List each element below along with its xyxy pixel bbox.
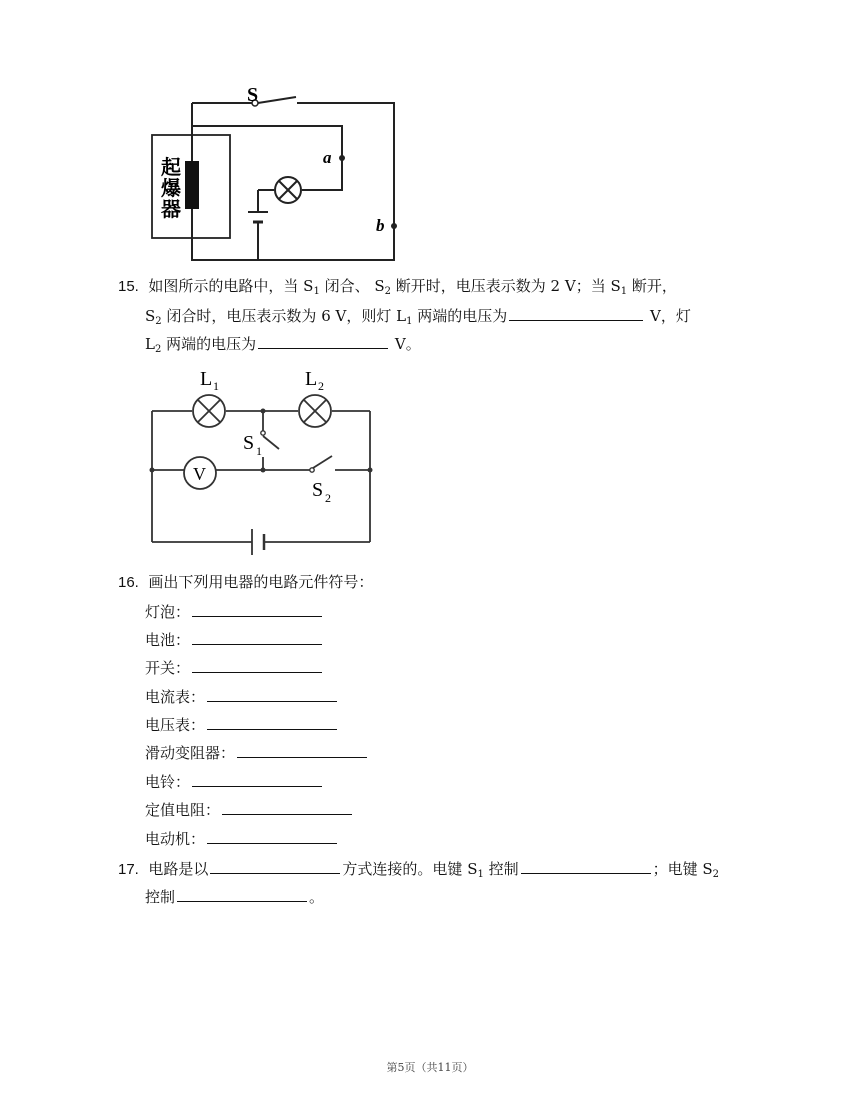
- device-char-2: 爆: [161, 176, 181, 200]
- point-b-label: b: [376, 216, 385, 235]
- q17-text: ；电键 S: [652, 860, 713, 878]
- answer-blank[interactable]: [192, 629, 322, 645]
- item-label: 电铃：: [145, 773, 191, 791]
- switch-s1-label: S: [243, 432, 255, 454]
- q17-number: 17.: [118, 861, 139, 878]
- q16-item-bell: [145, 771, 324, 792]
- switch-s1-subscript: 1: [256, 444, 262, 458]
- item-label: 电压表：: [145, 716, 206, 734]
- q16-item-switch: [145, 657, 324, 678]
- q17-line-2: [145, 886, 324, 907]
- subscript: 1: [620, 286, 628, 297]
- answer-blank-connection[interactable]: [210, 858, 340, 874]
- q16-intro: [118, 572, 373, 593]
- q16-item-bulb: [145, 601, 324, 622]
- q15-line-2: [145, 305, 691, 332]
- lamp-l2-subscript: 2: [318, 379, 324, 393]
- q16-item-resistor: [145, 799, 354, 820]
- item-label: 开关：: [145, 659, 191, 677]
- subscript: 2: [384, 286, 392, 297]
- answer-blank[interactable]: [207, 714, 337, 730]
- switch-label: S: [247, 84, 259, 106]
- answer-blank[interactable]: [222, 799, 352, 815]
- subscript: 2: [154, 344, 162, 355]
- page-footer: 第5页（共11页）: [386, 1061, 474, 1074]
- q16-number: 16.: [118, 574, 139, 591]
- answer-blank-l1-voltage[interactable]: [509, 305, 643, 321]
- detonator-circuit-figure: [140, 78, 410, 268]
- q15-text: L: [145, 335, 155, 353]
- point-a-label: a: [323, 148, 332, 167]
- q15-text: V。: [394, 335, 421, 353]
- switch-s2-subscript: 2: [325, 491, 331, 505]
- device-char-3: 器: [161, 197, 181, 221]
- q17-text: 控制: [145, 888, 176, 906]
- answer-blank[interactable]: [192, 771, 322, 787]
- q15-line-3: [145, 333, 421, 360]
- q15-text: 闭合时，电压表示数为 6 V，则灯 L: [161, 307, 407, 325]
- q15-text: 闭合、 S: [319, 277, 385, 295]
- item-label: 电池：: [145, 631, 191, 649]
- item-label: 电动机：: [145, 830, 206, 848]
- item-label: 灯泡：: [145, 603, 191, 621]
- voltmeter-circuit-figure: [140, 362, 380, 562]
- q17-line-1: [118, 858, 719, 885]
- lamp-l2-label: L: [305, 368, 318, 390]
- voltmeter-label: V: [193, 464, 206, 484]
- q17-text: 控制: [483, 860, 519, 878]
- answer-blank-s2[interactable]: [177, 886, 307, 902]
- q17-text: 电路是以: [148, 860, 209, 878]
- q17-text: 。: [309, 888, 325, 906]
- item-label: 定值电阻：: [145, 801, 221, 819]
- q15-text: S: [145, 307, 156, 325]
- q15-text: 两端的电压为: [412, 307, 508, 325]
- item-label: 滑动变阻器：: [145, 744, 236, 762]
- q16-item-ammeter: [145, 686, 339, 707]
- device-char-1: 起: [161, 155, 181, 179]
- q16-text: 画出下列用电器的电路元件符号：: [148, 573, 374, 591]
- q15-text: 两端的电压为: [161, 335, 257, 353]
- answer-blank[interactable]: [192, 601, 322, 617]
- lamp-l1-subscript: 1: [213, 379, 219, 393]
- subscript: 2: [712, 869, 720, 880]
- q16-item-motor: [145, 828, 339, 849]
- item-label: 电流表：: [145, 688, 206, 706]
- q16-item-voltmeter: [145, 714, 339, 735]
- q17-text: 方式连接的。电键 S: [342, 860, 478, 878]
- q15-text: 断开时，电压表示数为 2 V；当 S: [391, 277, 621, 295]
- answer-blank[interactable]: [192, 657, 322, 673]
- subscript: 1: [477, 869, 484, 880]
- q16-item-battery: [145, 629, 324, 650]
- answer-blank[interactable]: [237, 742, 367, 758]
- q15-text: 如图所示的电路中，当 S: [148, 277, 314, 295]
- subscript: 1: [313, 286, 320, 297]
- subscript: 2: [155, 316, 162, 327]
- q15-number: 15.: [118, 278, 139, 295]
- switch-s2-label: S: [312, 479, 324, 501]
- q15-text: V，灯: [650, 307, 691, 325]
- answer-blank-l2-voltage[interactable]: [258, 333, 388, 349]
- q15-line-1: [118, 276, 677, 302]
- answer-blank[interactable]: [207, 828, 337, 844]
- answer-blank-s1[interactable]: [521, 858, 651, 874]
- q15-text: 断开，: [627, 277, 677, 295]
- answer-blank[interactable]: [207, 686, 337, 702]
- subscript: 1: [406, 316, 413, 327]
- q16-item-rheostat: [145, 742, 369, 763]
- lamp-l1-label: L: [200, 368, 213, 390]
